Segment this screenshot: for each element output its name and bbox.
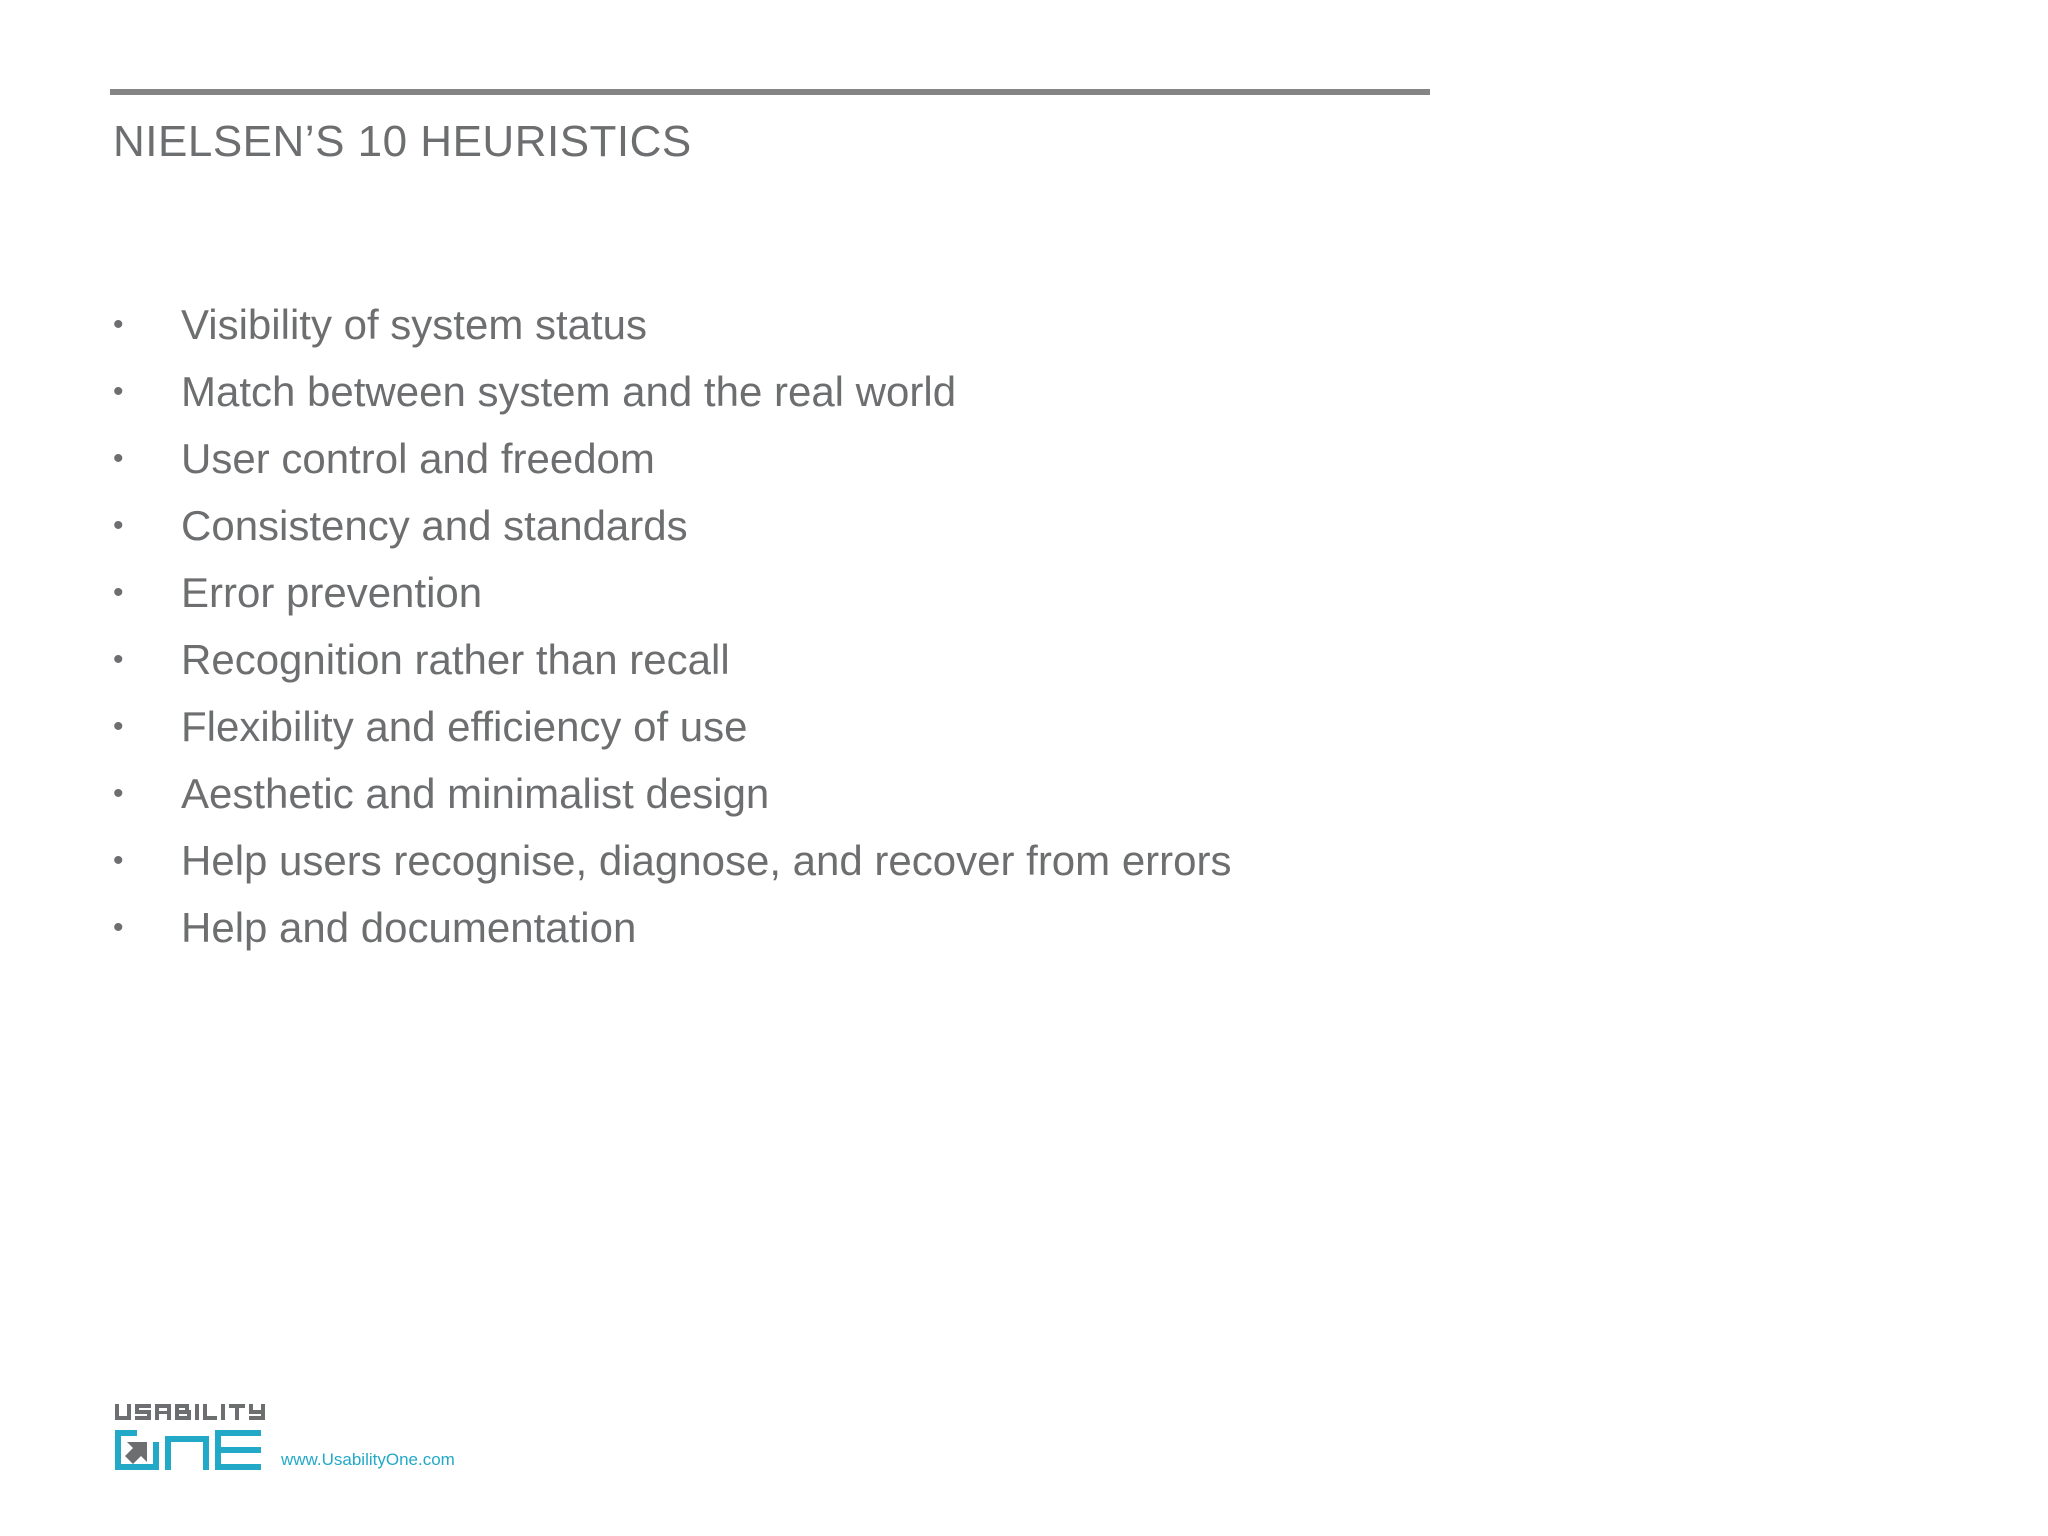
- bullet-icon: •: [113, 710, 124, 743]
- bullet-icon: •: [113, 375, 124, 408]
- list-item-text: Aesthetic and minimalist design: [181, 770, 770, 817]
- title-divider: [110, 89, 1430, 95]
- bullet-icon: •: [113, 576, 124, 609]
- list-item-text: User control and freedom: [181, 435, 655, 482]
- bullet-icon: •: [113, 308, 124, 341]
- list-item-text: Error prevention: [181, 569, 483, 616]
- bullet-icon: •: [113, 643, 124, 676]
- page-title: NIELSEN’S 10 HEURISTICS: [113, 117, 692, 166]
- bullet-icon: •: [113, 509, 124, 542]
- bullet-icon: •: [113, 777, 124, 810]
- list-item-text: Recognition rather than recall: [181, 636, 730, 683]
- list-item-text: Help and documentation: [181, 904, 637, 951]
- bullet-icon: •: [113, 442, 124, 475]
- list-item-text: Consistency and standards: [181, 502, 688, 549]
- logo-mark: [113, 1400, 273, 1480]
- bullet-icon: •: [113, 844, 124, 877]
- bullet-icon: •: [113, 911, 124, 944]
- website-link[interactable]: www.UsabilityOne.com: [281, 1450, 455, 1469]
- list-item-text: Visibility of system status: [181, 301, 648, 348]
- list-item-text: Flexibility and efficiency of use: [181, 703, 748, 750]
- usability-one-logo: [113, 1400, 493, 1480]
- list-item-text: Help users recognise, diagnose, and recover from errors: [181, 837, 1232, 884]
- list-item-text: Match between system and the real world: [181, 368, 957, 415]
